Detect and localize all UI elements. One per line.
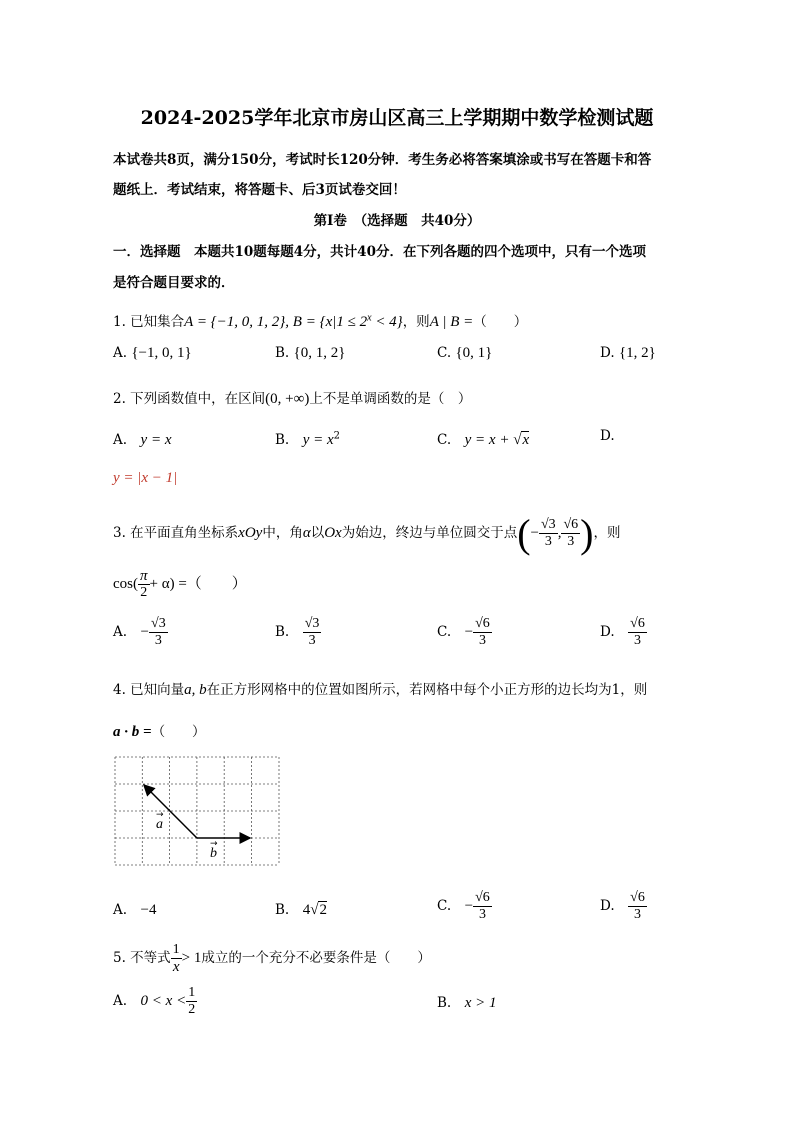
q1-option-c-label: C. (437, 345, 452, 361)
q3-pi-over-2: $\frac{\pi}{2}$ (140, 568, 148, 600)
q4-prefix: 4. 已知向量 (113, 682, 185, 698)
q3-line-2 (113, 568, 247, 601)
q3-option-c[interactable]: C. − $\frac{√6}{3}$ (437, 616, 490, 648)
q3-line2-post: + α) =（ ） (149, 576, 247, 592)
q2-option-d-expression: y = |x − 1| (113, 470, 178, 486)
q3-ox: Ox (324, 525, 342, 541)
vector-a-arrow (144, 785, 197, 838)
svg-text:→: → (210, 839, 218, 849)
svg-text:→: → (156, 810, 164, 820)
question-3: 3. 在平面直角坐标系xOy中，角α以Ox为始边，终边与单位圆交于点(− $\frac{√3}{3}$ , $\frac{√6}{3}$ )，则 (113, 511, 621, 556)
q1-option-b-value: {0, 1, 2} (293, 345, 346, 361)
q3-option-b-label: B. (275, 624, 290, 640)
q1-expression: A | B = (429, 314, 474, 330)
vector-b-label: b (210, 846, 217, 861)
q5-suffix: 成立的一个充分不必要条件是（ ） (201, 950, 431, 966)
q1-option-a-value: {−1, 0, 1} (131, 345, 192, 361)
q2-suffix: 上不是单调函数的是（ ） (309, 391, 472, 407)
q4-option-d[interactable]: D. $\frac{√6}{3}$ (600, 890, 645, 922)
q4-paren: （ ） (151, 724, 206, 740)
q2-option-c[interactable]: C. y = x + √x (437, 432, 530, 448)
q4-line-2 (113, 720, 206, 741)
q3-option-c-label: C. (437, 624, 452, 640)
q1-paren: （ ） (473, 314, 528, 330)
q5-option-b-label: B. (437, 995, 452, 1011)
q5-option-a-value: 0 < x < (140, 993, 187, 1009)
q5-option-b-value: x > 1 (464, 995, 497, 1011)
q3-mid1: 中，角 (262, 525, 303, 541)
question-4 (113, 678, 647, 699)
q1-exponent: x (367, 312, 372, 324)
q3-cos: cos( (113, 576, 138, 592)
q3-suffix: ，则 (593, 525, 621, 541)
q1-sets: A = {−1, 0, 1, 2}, B = {x|1 ≤ 2 (184, 314, 368, 330)
q3-option-d[interactable]: D. $\frac{√6}{3}$ (600, 616, 645, 648)
q1-option-a[interactable] (113, 345, 192, 362)
q1-prefix: 1. 已知集合 (113, 314, 185, 330)
question-5 (113, 942, 431, 975)
q3-mid2: 以 (310, 525, 325, 541)
q4-vectors: a, b (184, 682, 207, 698)
q1-suffix-pre: ，则 (402, 314, 430, 330)
q1-option-c-value: {0, 1} (455, 345, 493, 361)
q4-option-b-label: B. (275, 902, 290, 918)
intro-line-1: 本试卷共8页，满分150分，考试时长120分钟．考生务必将答案填涂或书写在答题卡和答 (113, 152, 652, 168)
q1-set-b-end: < 4} (371, 314, 403, 330)
q3-point-y: $\frac{√6}{3}$ (563, 517, 579, 549)
q2-option-c-value: y = x + (464, 432, 514, 448)
q1-option-c[interactable] (437, 345, 492, 362)
q1-option-d-value: {1, 2} (618, 345, 656, 361)
q5-inequality: > 1 (181, 950, 202, 966)
q5-option-b[interactable] (437, 991, 497, 1012)
q2-prefix: 2. 下列函数值中，在区间 (113, 391, 266, 407)
q4-dot-product: a · b = (113, 724, 152, 740)
q3-option-a-label: A. (113, 624, 128, 640)
q2-option-b-exponent: 2 (333, 430, 341, 442)
q5-fraction: $\frac{1}{x}$ (172, 942, 180, 975)
q2-option-c-label: C. (437, 432, 452, 448)
q1-option-a-label: A. (113, 345, 128, 361)
q4-option-a-label: A. (113, 902, 128, 918)
q3-point-x: $\frac{√3}{3}$ (541, 517, 556, 549)
q3-mid3: 为始边，终边与单位圆交于点 (341, 525, 518, 541)
q2-option-c-radicand: x (522, 432, 530, 448)
q4-option-a[interactable] (113, 898, 157, 919)
part-heading: 第Ⅰ卷 （选择题 共40分） (313, 213, 481, 229)
q1-option-b-label: B. (275, 345, 290, 361)
q3-option-b[interactable]: B. $\frac{√3}{3}$ (275, 616, 320, 648)
section-line-1: 一．选择题 本题共10题每题4分，共计40分．在下列各题的四个选项中，只有一个选项 (113, 244, 646, 260)
q1-option-d[interactable] (600, 345, 656, 362)
q1-option-d-label: D. (600, 345, 615, 361)
q3-option-a[interactable]: A. − $\frac{√3}{3}$ (113, 616, 166, 648)
q5-prefix: 5. 不等式 (113, 950, 171, 966)
question-1 (113, 310, 527, 331)
question-2 (113, 387, 471, 408)
q4-option-b[interactable]: B. 4√2 (275, 902, 327, 918)
q5-option-a[interactable]: A. 0 < x < $\frac{1}{2}$ (113, 985, 196, 1017)
q3-coord: xOy (238, 525, 263, 541)
q2-option-a-label: A. (113, 432, 128, 448)
q2-option-d-value (113, 470, 177, 487)
q4-option-c[interactable]: C. − $\frac{√6}{3}$ (437, 890, 490, 922)
q2-option-d-label: D. (600, 428, 615, 444)
q4-option-c-label: C. (437, 898, 452, 914)
q4-option-d-label: D. (600, 898, 615, 914)
page-title: 2024-2025学年北京市房山区高三上学期期中数学检测试题 (140, 107, 654, 129)
q2-option-b[interactable] (275, 428, 340, 449)
q3-alpha: α (302, 525, 311, 541)
vector-grid-figure (114, 756, 282, 868)
vector-a-label: a (156, 817, 163, 832)
q4-suffix: 在正方形网格中的位置如图所示，若网格中每个小正方形的边长均为1，则 (206, 682, 648, 698)
q4-option-a-value: −4 (140, 902, 157, 918)
q1-option-b[interactable] (275, 345, 345, 362)
intro-line-2: 题纸上．考试结束，将答题卡、后3页试卷交回！ (113, 182, 406, 198)
section-line-2: 是符合题目要求的． (113, 275, 235, 291)
q5-option-a-label: A. (113, 993, 128, 1009)
q2-option-a[interactable] (113, 428, 171, 449)
q2-option-a-value: y = x (140, 432, 172, 448)
q2-interval: (0, +∞) (265, 391, 310, 407)
q2-option-b-value: y = x (302, 432, 334, 448)
q2-option-d[interactable] (600, 428, 615, 444)
grid-lines (115, 757, 279, 865)
q2-option-b-label: B. (275, 432, 290, 448)
q3-prefix: 3. 在平面直角坐标系 (113, 525, 239, 541)
q3-option-d-label: D. (600, 624, 615, 640)
